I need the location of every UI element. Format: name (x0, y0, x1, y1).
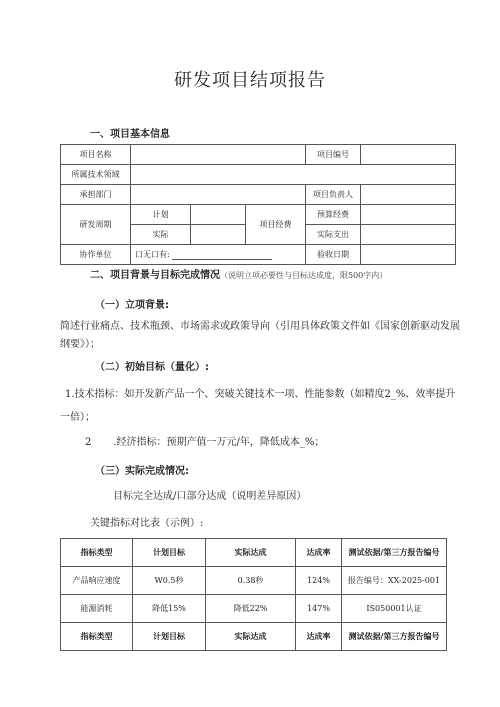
label-accept-date: 验收日期 (306, 245, 361, 265)
table-cell: 0.38秒 (206, 567, 296, 595)
header-cell: 达成率 (296, 623, 342, 651)
table-row (61, 205, 456, 225)
value-partner[interactable] (131, 245, 306, 265)
label-budget: 预算经费 (306, 205, 361, 225)
table-cell: 降低22% (206, 595, 296, 623)
subheading-actual: （三）实际完成情况: (95, 466, 189, 477)
table-header-row (61, 623, 447, 651)
header-cell: 测试依据/第三方报告编号 (342, 623, 447, 651)
indicator-comparison-table (60, 538, 447, 651)
header-cell: 指标类型 (61, 623, 133, 651)
label-partner: 协作单位 (61, 245, 131, 265)
header-cell: 实际达成 (206, 623, 296, 651)
subheading-goals: （二）初始目标（量化）: (95, 362, 209, 373)
section1-heading: 一、项目基本信息 (90, 129, 170, 140)
value-actual-spend[interactable] (361, 225, 456, 245)
value-project-no[interactable] (361, 145, 456, 165)
goal-item-tech: 1.技术指标：如开发新产品一个、突破关键技术一项、性能参数（如精度2_%、效率提升一倍）； (60, 389, 456, 423)
value-leader[interactable] (361, 185, 456, 205)
goal-item-economic-number: 2 (85, 437, 92, 448)
section2-heading-note: （说明立项必要性与目标达成度，限500字内） (220, 271, 388, 280)
table-caption: 关键指标对比表（示例）: (90, 518, 204, 529)
section2-heading-text: 二、项目背景与目标完成情况 (90, 270, 220, 281)
label-funding: 项目经费 (246, 205, 306, 245)
label-tech-field: 所属技术领域 (61, 165, 131, 185)
table-header-row (61, 539, 447, 567)
value-budget[interactable] (361, 205, 456, 225)
table-cell: IS050001认证 (342, 595, 447, 623)
label-actual: 实际 (131, 225, 191, 245)
table-row (61, 567, 447, 595)
value-dept[interactable] (131, 185, 306, 205)
table-cell: W0.5秒 (133, 567, 206, 595)
label-leader: 项目负责人 (306, 185, 361, 205)
table-row (61, 165, 456, 185)
header-cell: 达成率 (296, 539, 342, 567)
value-tech-field[interactable] (131, 165, 456, 185)
goal-item-economic-text: .经济指标：预期产值一万元/年，降低成本_%； (113, 437, 325, 448)
value-accept-date[interactable] (361, 245, 456, 265)
table-cell: 124% (296, 567, 342, 595)
table-row (61, 245, 456, 265)
table-row (61, 595, 447, 623)
background-body: 简述行业痛点、技术瓶颈、市场需求或政策导向（引用具体政策文件如《国家创新驱动发展纲要》）； (60, 321, 460, 350)
table-cell: 降低15% (133, 595, 206, 623)
label-project-no: 项目编号 (306, 145, 361, 165)
goal-item-economic (85, 434, 465, 452)
section2-heading (90, 266, 387, 281)
table-cell: 产品响应速度 (61, 567, 133, 595)
label-plan: 计划 (131, 205, 191, 225)
value-plan[interactable] (191, 205, 246, 225)
table-row (61, 185, 456, 205)
label-dept: 承担部门 (61, 185, 131, 205)
completion-status: 目标完全达成/口部分达成（说明差异原因） (113, 491, 307, 502)
table-cell: 147% (296, 595, 342, 623)
header-cell: 测试依据/第三方报告编号 (342, 539, 447, 567)
document-title: 研发项目结项报告 (174, 70, 326, 91)
header-cell: 实际达成 (206, 539, 296, 567)
partner-underline (172, 251, 272, 260)
header-cell: 计划目标 (133, 623, 206, 651)
header-cell: 计划目标 (133, 539, 206, 567)
label-period: 研发周期 (61, 205, 131, 245)
table-row (61, 145, 456, 165)
value-actual[interactable] (191, 225, 246, 245)
table-cell: 能源消耗 (61, 595, 133, 623)
label-actual-spend: 实际支出 (306, 225, 361, 245)
table-cell: 报告编号：XX-2025-001 (342, 567, 447, 595)
header-cell: 指标类型 (61, 539, 133, 567)
value-project-name[interactable] (131, 145, 306, 165)
label-project-name: 项目名称 (61, 145, 131, 165)
partner-options: 口无口有: (135, 250, 170, 259)
project-info-table (60, 144, 456, 265)
subheading-background: （一）立项背景: (95, 300, 169, 311)
